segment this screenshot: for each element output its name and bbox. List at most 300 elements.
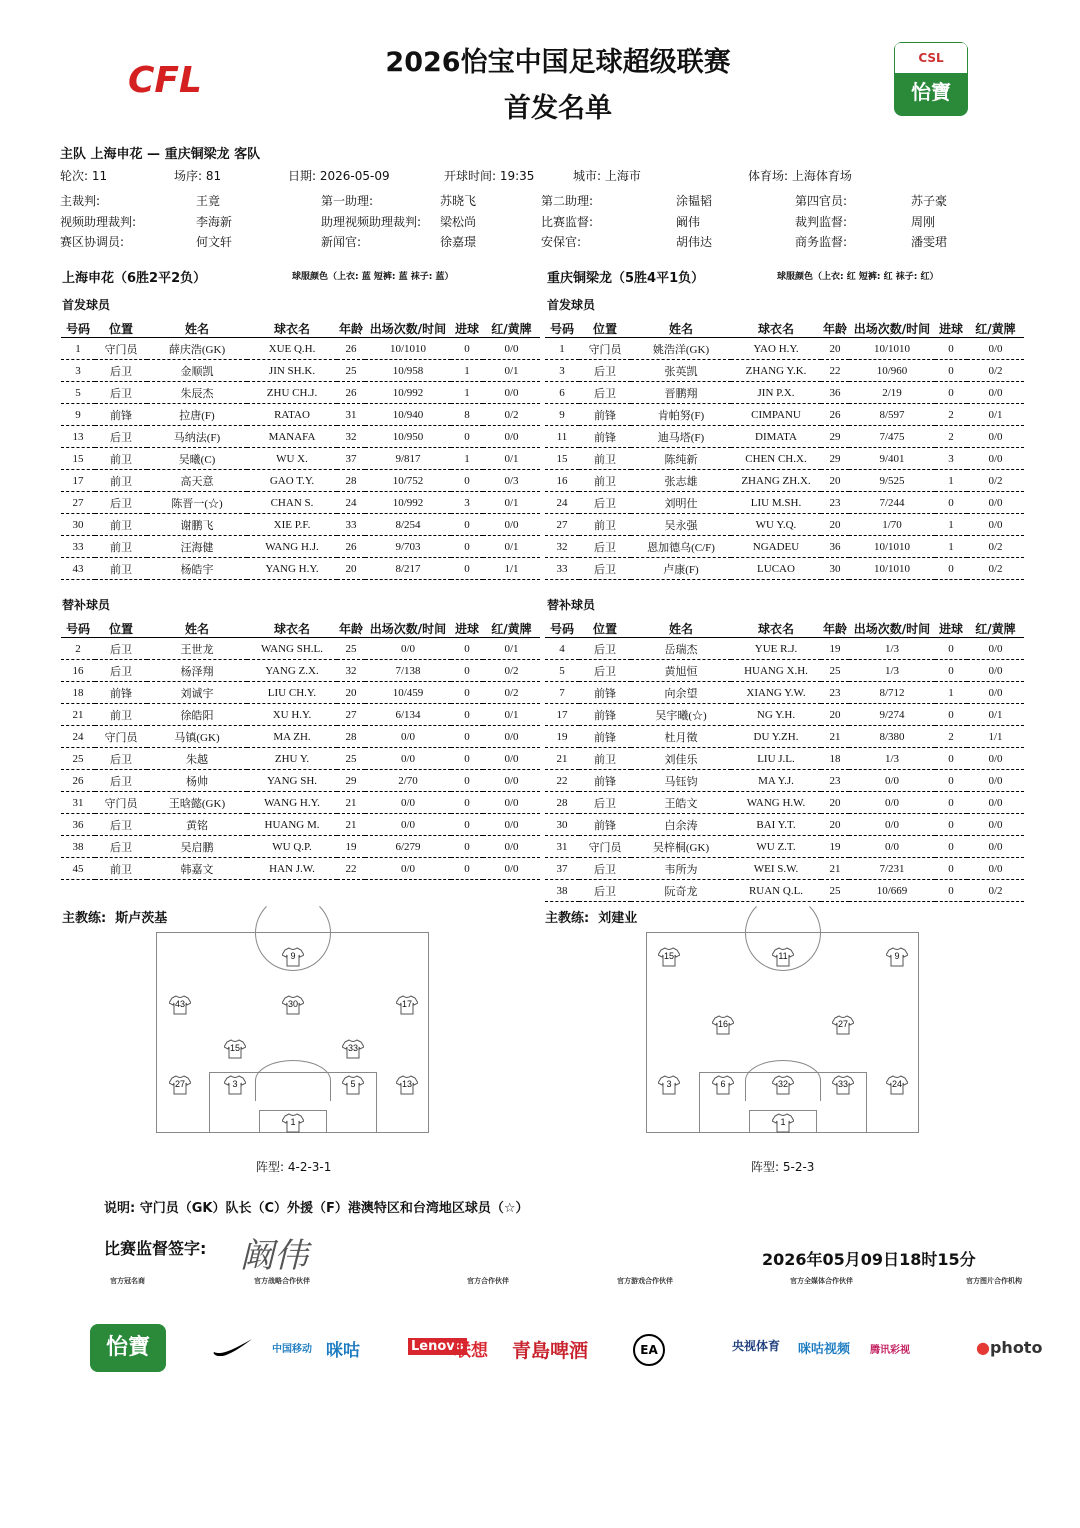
official-label: 第四官员: [795, 194, 848, 208]
cfl-logo: CFL [128, 60, 202, 101]
table-cell: 20 [821, 704, 849, 726]
table-cell: LIU M.SH. [731, 492, 821, 514]
table-cell: ZHU Y. [247, 748, 337, 770]
table-cell: 0/0 [967, 638, 1024, 660]
table-cell: 前卫 [579, 514, 631, 536]
table-cell: YANG H.Y. [247, 558, 337, 580]
away-formation: 阵型: 5-2-3 [751, 1160, 815, 1174]
table-cell: 19 [337, 836, 365, 858]
table-cell: 10/1010 [365, 338, 451, 360]
table-cell: 前锋 [95, 404, 147, 426]
table-cell: 23 [821, 492, 849, 514]
column-header: 进球 [451, 319, 483, 338]
table-cell: 0 [935, 638, 967, 660]
table-cell: WEI S.W. [731, 858, 821, 880]
player-shirt-icon [224, 1075, 246, 1095]
player-shirt-icon [224, 1039, 246, 1059]
table-cell: 0/0 [483, 858, 540, 880]
player-shirt-icon [342, 1075, 364, 1095]
table-cell: 马钰钧 [631, 770, 731, 792]
table-cell: 10/459 [365, 682, 451, 704]
table-cell: 后卫 [579, 660, 631, 682]
shirt-number: 13 [401, 1079, 412, 1089]
table-cell: 后卫 [95, 660, 147, 682]
table-cell: 21 [821, 726, 849, 748]
table-cell: 0/0 [365, 814, 451, 836]
table-cell: 前锋 [579, 682, 631, 704]
partner-cat-6: 官方图片合作机构 [966, 1277, 1022, 1285]
column-header: 姓名 [631, 619, 731, 638]
table-cell: 19 [545, 726, 579, 748]
table-cell: 5 [61, 382, 95, 404]
table-cell: WU Y.Q. [731, 514, 821, 536]
table-cell: 0 [935, 814, 967, 836]
official-label: 视频助理裁判: [60, 215, 137, 229]
shirt-number: 15 [229, 1043, 240, 1053]
table-cell: 0 [935, 770, 967, 792]
table-cell: ZHANG Y.K. [731, 360, 821, 382]
table-row [545, 558, 1024, 580]
table-cell: 0 [451, 682, 483, 704]
table-cell: 21 [821, 858, 849, 880]
table-cell: 3 [61, 360, 95, 382]
table-cell: 18 [821, 748, 849, 770]
table-cell: 0/2 [967, 470, 1024, 492]
table-cell: 前卫 [95, 704, 147, 726]
table-row [545, 470, 1024, 492]
table-cell: 20 [821, 338, 849, 360]
official-label: 助理视频助理裁判: [321, 215, 422, 229]
table-cell: 37 [337, 448, 365, 470]
official-label: 第一助理: [321, 194, 374, 208]
lenovo-logo: Lenovo [408, 1338, 467, 1355]
official-name: 涂韫韬 [676, 194, 713, 208]
table-cell: 9/401 [849, 448, 935, 470]
table-cell: 27 [545, 514, 579, 536]
player-shirt-icon [342, 1039, 364, 1059]
table-cell: 前卫 [579, 470, 631, 492]
player-shirt-icon [282, 947, 304, 967]
table-cell: 吴曦(C) [147, 448, 247, 470]
table-cell: WU Q.P. [247, 836, 337, 858]
table-cell: 0/0 [967, 748, 1024, 770]
partner-cat-3: 官方合作伙伴 [467, 1277, 509, 1285]
table-cell: JIN SH.K. [247, 360, 337, 382]
table-cell: 26 [337, 536, 365, 558]
table-cell: 21 [337, 792, 365, 814]
table-cell: 刘佳乐 [631, 748, 731, 770]
table-cell: 10/1010 [849, 558, 935, 580]
table-cell: YUE R.J. [731, 638, 821, 660]
cctv-sports-logo: 央视体育 [732, 1339, 781, 1353]
table-cell: 王世龙 [147, 638, 247, 660]
table-cell: 0/0 [365, 748, 451, 770]
table-cell: 1 [935, 536, 967, 558]
column-header: 号码 [61, 619, 95, 638]
table-cell: 0/0 [967, 338, 1024, 360]
table-cell: DIMATA [731, 426, 821, 448]
player-shirt-icon [282, 995, 304, 1015]
table-cell: 0/1 [483, 536, 540, 558]
table-cell: WANG H.J. [247, 536, 337, 558]
table-cell: 36 [61, 814, 95, 836]
home-formation-pitch [156, 932, 429, 1133]
official-name: 潘雯珺 [911, 235, 948, 249]
table-cell: 卢康(F) [631, 558, 731, 580]
player-shirt-icon [169, 1075, 191, 1095]
table-cell: 0 [451, 660, 483, 682]
column-header: 球衣名 [731, 319, 821, 338]
shirt-number: 27 [837, 1019, 848, 1029]
table-row [61, 382, 540, 404]
table-row [545, 704, 1024, 726]
player-shirt-icon [658, 947, 680, 967]
table-row [61, 858, 540, 880]
away-coach-name: 刘建业 [598, 911, 638, 926]
table-row [545, 858, 1024, 880]
table-cell: 0/1 [483, 492, 540, 514]
table-cell: LIU J.L. [731, 748, 821, 770]
table-cell: 32 [545, 536, 579, 558]
table-cell: 9/703 [365, 536, 451, 558]
player-shirt-icon [282, 1113, 304, 1133]
table-cell: 2 [935, 426, 967, 448]
home-starters-table [61, 319, 540, 580]
table-cell: 15 [545, 448, 579, 470]
table-row [61, 748, 540, 770]
table-cell: 姚浩洋(GK) [631, 338, 731, 360]
away-kit: 球服颜色（上衣: 红 短裤: 红 袜子: 红） [777, 272, 939, 282]
away-team-name: 重庆铜梁龙（5胜4平1负） [547, 271, 705, 286]
away-subs-table [545, 619, 1024, 902]
official-label: 商务监督: [795, 235, 848, 249]
city: 城市: 上海市 [573, 169, 641, 183]
table-cell: 0/0 [483, 726, 540, 748]
table-cell: 后卫 [579, 880, 631, 902]
table-cell: 10/992 [365, 492, 451, 514]
table-cell: 杨帅 [147, 770, 247, 792]
venue: 体育场: 上海体育场 [748, 169, 852, 183]
timestamp: 2026年05月09日18时15分 [762, 1250, 976, 1269]
table-cell: 0/0 [967, 858, 1024, 880]
table-cell: 0 [451, 470, 483, 492]
table-row [545, 514, 1024, 536]
column-header: 年龄 [337, 319, 365, 338]
table-row [545, 404, 1024, 426]
table-cell: 0/0 [967, 682, 1024, 704]
table-row [61, 792, 540, 814]
table-cell: 10/992 [365, 382, 451, 404]
table-cell: 前卫 [95, 558, 147, 580]
table-cell: 0 [935, 360, 967, 382]
nike-logo [212, 1336, 254, 1360]
table-cell: ZHU CH.J. [247, 382, 337, 404]
page-title: 2026怡宝中国足球超级联赛 [385, 47, 731, 78]
table-cell: 0/0 [849, 836, 935, 858]
table-cell: 18 [61, 682, 95, 704]
table-cell: 0 [935, 880, 967, 902]
table-cell: 33 [545, 558, 579, 580]
table-cell: 37 [545, 858, 579, 880]
shirt-number: 33 [837, 1079, 848, 1089]
table-cell: 杨皓宇 [147, 558, 247, 580]
table-cell: 张志雄 [631, 470, 731, 492]
table-cell: 0/0 [483, 814, 540, 836]
away-starters-label: 首发球员 [547, 298, 596, 312]
table-cell: 0/0 [967, 770, 1024, 792]
table-cell: 20 [821, 470, 849, 492]
table-cell: 徐皓阳 [147, 704, 247, 726]
table-cell: 9/274 [849, 704, 935, 726]
column-header: 年龄 [821, 619, 849, 638]
table-cell: XUE Q.H. [247, 338, 337, 360]
table-cell: 26 [337, 382, 365, 404]
migu-video-logo: 咪咕视频 [798, 1342, 851, 1357]
away-coach: 主教练: 刘建业 [545, 911, 638, 926]
table-row [61, 470, 540, 492]
table-cell: 0/1 [483, 360, 540, 382]
column-header: 姓名 [147, 619, 247, 638]
shirt-number: 5 [350, 1079, 356, 1089]
table-cell: 0 [451, 338, 483, 360]
table-cell: WANG H.W. [731, 792, 821, 814]
column-header: 号码 [545, 319, 579, 338]
table-row [545, 770, 1024, 792]
table-cell: 7/475 [849, 426, 935, 448]
table-cell: 30 [821, 558, 849, 580]
table-cell: 前锋 [579, 726, 631, 748]
table-cell: 岳瑞杰 [631, 638, 731, 660]
table-cell: 吴永强 [631, 514, 731, 536]
table-cell: WU Z.T. [731, 836, 821, 858]
table-cell: 10/958 [365, 360, 451, 382]
table-cell: GAO T.Y. [247, 470, 337, 492]
table-cell: WU X. [247, 448, 337, 470]
table-cell: 28 [545, 792, 579, 814]
table-cell: 王皓文 [631, 792, 731, 814]
table-row [545, 360, 1024, 382]
column-header: 球衣名 [731, 619, 821, 638]
table-cell: 0 [451, 514, 483, 536]
player-shirt-icon [712, 1075, 734, 1095]
column-header: 进球 [451, 619, 483, 638]
table-cell: 1 [935, 514, 967, 536]
table-cell: 0 [451, 748, 483, 770]
table-cell: 0/0 [483, 836, 540, 858]
table-cell: 3 [545, 360, 579, 382]
table-cell: 0/0 [967, 382, 1024, 404]
table-cell: 肯帕努(F) [631, 404, 731, 426]
column-header: 出场次数/时间 [365, 619, 451, 638]
table-cell: 0/2 [967, 558, 1024, 580]
table-row [61, 338, 540, 360]
table-cell: 1 [451, 360, 483, 382]
table-cell: 薛庆浩(GK) [147, 338, 247, 360]
table-cell: 20 [821, 514, 849, 536]
table-cell: 22 [545, 770, 579, 792]
column-header: 年龄 [821, 319, 849, 338]
table-cell: 10/940 [365, 404, 451, 426]
table-cell: NG Y.H. [731, 704, 821, 726]
table-cell: 吴启鹏 [147, 836, 247, 858]
table-cell: CIMPANU [731, 404, 821, 426]
table-cell: 17 [545, 704, 579, 726]
table-cell: 23 [821, 682, 849, 704]
table-cell: 前卫 [579, 748, 631, 770]
table-row [61, 660, 540, 682]
match-date: 日期: 2026-05-09 [288, 169, 390, 183]
kickoff-time: 开球时间: 19:35 [444, 169, 535, 183]
table-cell: 0/0 [849, 792, 935, 814]
ea-logo: EA [633, 1334, 665, 1366]
table-cell: 0 [935, 748, 967, 770]
table-cell: 33 [337, 514, 365, 536]
table-cell: 17 [61, 470, 95, 492]
shirt-number: 17 [401, 999, 412, 1009]
column-header: 球衣名 [247, 319, 337, 338]
table-cell: WANG H.Y. [247, 792, 337, 814]
official-name: 胡伟达 [676, 235, 713, 249]
table-cell: 7/231 [849, 858, 935, 880]
table-row [61, 558, 540, 580]
table-cell: LUCAO [731, 558, 821, 580]
table-cell: 白余涛 [631, 814, 731, 836]
table-cell: 21 [545, 748, 579, 770]
table-cell: 0 [935, 558, 967, 580]
table-cell: 守门员 [95, 338, 147, 360]
table-cell: 0 [451, 704, 483, 726]
partner-cat-1: 官方冠名商 [110, 1277, 145, 1285]
table-cell: 1/1 [483, 558, 540, 580]
table-cell: 后卫 [579, 792, 631, 814]
home-coach-name: 斯卢茨基 [115, 911, 168, 926]
official-name: 苏子豪 [911, 194, 948, 208]
shirt-number: 3 [232, 1079, 238, 1089]
table-cell: 43 [61, 558, 95, 580]
table-cell: ZHANG ZH.X. [731, 470, 821, 492]
table-row [61, 704, 540, 726]
table-cell: 26 [821, 404, 849, 426]
official-name: 苏晓飞 [440, 194, 477, 208]
table-row [545, 836, 1024, 858]
table-cell: 25 [61, 748, 95, 770]
table-cell: 21 [61, 704, 95, 726]
table-cell: 20 [337, 558, 365, 580]
official-name: 何文轩 [196, 235, 233, 249]
table-cell: 2 [935, 404, 967, 426]
table-cell: XIE P.F. [247, 514, 337, 536]
table-cell: 前卫 [579, 448, 631, 470]
table-cell: 后卫 [579, 360, 631, 382]
table-cell: WANG SH.L. [247, 638, 337, 660]
table-cell: 吴梓桐(GK) [631, 836, 731, 858]
table-cell: 0 [935, 660, 967, 682]
official-name: 周刚 [911, 215, 936, 229]
player-shirt-icon [832, 1015, 854, 1035]
table-cell: 0 [451, 836, 483, 858]
table-cell: 2 [935, 726, 967, 748]
column-header: 位置 [579, 319, 631, 338]
table-cell: 朱越 [147, 748, 247, 770]
table-cell: 6/279 [365, 836, 451, 858]
table-cell: 23 [821, 770, 849, 792]
table-cell: 陈晋一(☆) [147, 492, 247, 514]
table-cell: 0/0 [483, 748, 540, 770]
table-cell: 1 [545, 338, 579, 360]
column-header: 年龄 [337, 619, 365, 638]
home-subs-label: 替补球员 [62, 598, 111, 612]
table-cell: 8/712 [849, 682, 935, 704]
shirt-number: 30 [287, 999, 298, 1009]
table-cell: 25 [337, 360, 365, 382]
table-cell: 10/1010 [849, 536, 935, 558]
table-cell: 韦所为 [631, 858, 731, 880]
table-cell: 2 [61, 638, 95, 660]
table-cell: 8/380 [849, 726, 935, 748]
home-starters-label: 首发球员 [62, 298, 111, 312]
table-cell: 守门员 [579, 338, 631, 360]
table-row [545, 726, 1024, 748]
official-label: 第二助理: [541, 194, 594, 208]
table-row [545, 492, 1024, 514]
player-shirt-icon [832, 1075, 854, 1095]
table-cell: 0 [451, 792, 483, 814]
table-cell: 韩嘉文 [147, 858, 247, 880]
table-cell: 刘诚宇 [147, 682, 247, 704]
table-cell: 拉唐(F) [147, 404, 247, 426]
home-coach: 主教练: 斯卢茨基 [62, 911, 168, 926]
table-cell: 守门员 [95, 726, 147, 748]
table-cell: 32 [337, 426, 365, 448]
table-cell: 0 [935, 792, 967, 814]
table-cell: HUANG M. [247, 814, 337, 836]
official-label: 主裁判: [60, 194, 101, 208]
column-header: 进球 [935, 619, 967, 638]
column-header: 出场次数/时间 [849, 619, 935, 638]
table-row [545, 660, 1024, 682]
table-cell: 王晗懿(GK) [147, 792, 247, 814]
table-cell: 0/0 [365, 792, 451, 814]
column-header: 出场次数/时间 [849, 319, 935, 338]
table-cell: 后卫 [95, 836, 147, 858]
round: 轮次: 11 [60, 169, 108, 183]
column-header: 红/黄牌 [967, 619, 1024, 638]
table-cell: 31 [337, 404, 365, 426]
table-cell: DU Y.ZH. [731, 726, 821, 748]
table-cell: YAO H.Y. [731, 338, 821, 360]
table-cell: 19 [821, 638, 849, 660]
table-cell: RATAO [247, 404, 337, 426]
table-cell: 3 [451, 492, 483, 514]
table-cell: 21 [337, 814, 365, 836]
table-cell: 迪马塔(F) [631, 426, 731, 448]
table-cell: 后卫 [579, 536, 631, 558]
table-cell: 7 [545, 682, 579, 704]
away-formation-pitch [646, 932, 919, 1133]
table-cell: 0 [935, 836, 967, 858]
table-cell: 后卫 [95, 492, 147, 514]
table-cell: 11 [545, 426, 579, 448]
shirt-number: 32 [777, 1079, 788, 1089]
table-cell: 22 [821, 360, 849, 382]
table-cell: 0/0 [483, 426, 540, 448]
signature: 阚伟 [240, 1236, 308, 1276]
table-cell: 20 [337, 682, 365, 704]
table-cell: 1 [451, 382, 483, 404]
column-header: 位置 [579, 619, 631, 638]
table-cell: 谢鹏飞 [147, 514, 247, 536]
table-cell: XU H.Y. [247, 704, 337, 726]
